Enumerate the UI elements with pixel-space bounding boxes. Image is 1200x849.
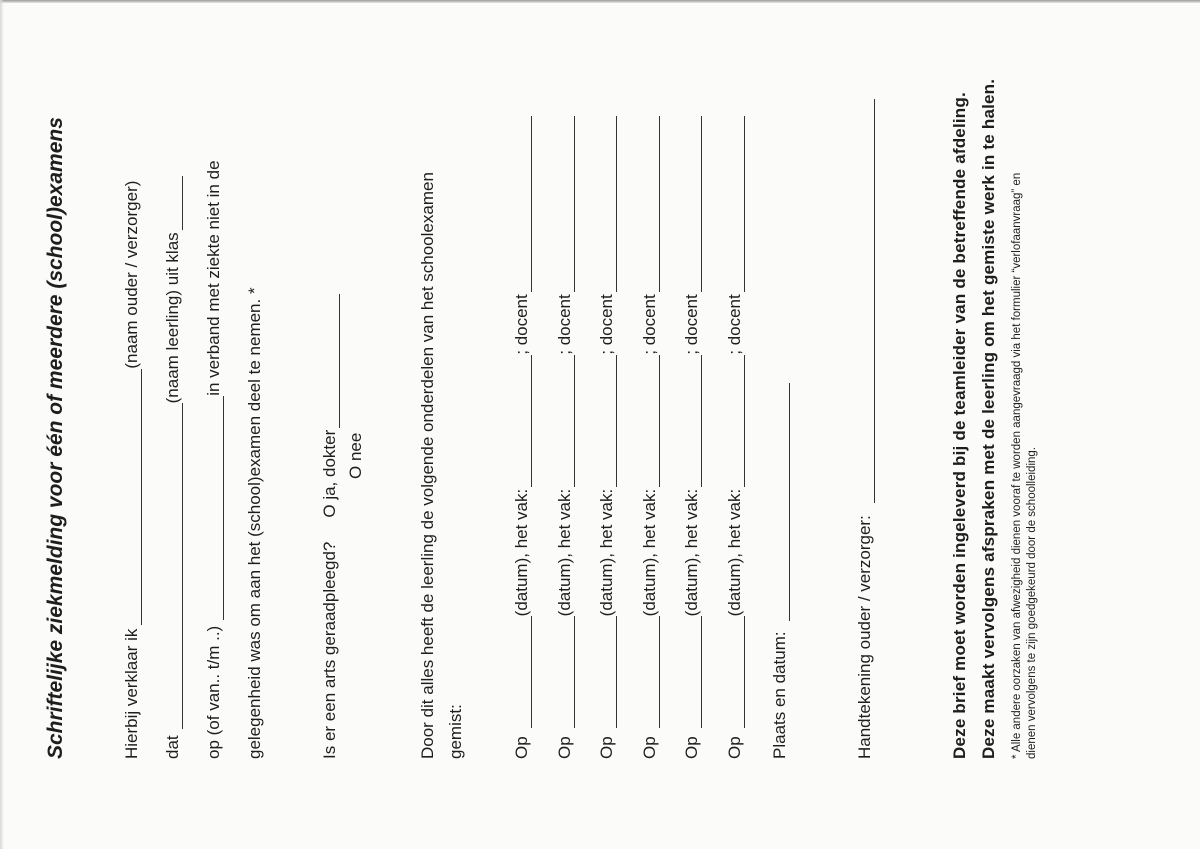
date-subject-label: (datum), het vak: bbox=[725, 488, 744, 617]
teacher-field[interactable] bbox=[513, 116, 532, 292]
subject-field[interactable] bbox=[641, 355, 660, 487]
footnote-line2: dienen vervolgens te zijn goedgekeurd door de schoolleiding. bbox=[1026, 447, 1038, 759]
exam-date-field[interactable] bbox=[641, 616, 660, 728]
missed-exam-row bbox=[597, 116, 617, 759]
teacher-field[interactable] bbox=[641, 116, 660, 292]
absence-dates-field[interactable] bbox=[205, 396, 224, 620]
that-label: dat bbox=[163, 735, 182, 759]
missed-exam-row bbox=[640, 116, 660, 759]
doctor-question-row bbox=[320, 294, 340, 759]
exam-date-field[interactable] bbox=[683, 616, 702, 728]
student-name-hint: (naam leerling) uit klas bbox=[163, 232, 182, 404]
parent-name-hint: (naam ouder / verzorger) bbox=[122, 180, 141, 369]
doctor-question: Is er een arts geraadpleegd? bbox=[320, 541, 339, 759]
op-label: Op bbox=[682, 736, 702, 759]
missed-intro-line1: Door dit alles heeft de leerling de volgende onderdelen van het schoolexamen bbox=[418, 172, 437, 759]
declaration-row-dates bbox=[204, 160, 224, 759]
date-subject-label: (datum), het vak: bbox=[554, 488, 574, 617]
teacher-label: ; docent bbox=[725, 294, 744, 355]
subject-field[interactable] bbox=[598, 355, 617, 487]
unable-text: gelegenheid was om aan het (school)examen deel te nemen. * bbox=[245, 287, 264, 759]
date-subject-label: (datum), het vak: bbox=[682, 488, 702, 617]
signature-label: Handtekening ouder / verzorger: bbox=[855, 515, 874, 759]
place-date-row bbox=[770, 383, 790, 759]
teacher-label: ; docent bbox=[512, 294, 531, 355]
missed-exam-row bbox=[682, 116, 702, 759]
signature-row bbox=[855, 99, 875, 759]
subject-field[interactable] bbox=[556, 355, 575, 487]
teacher-label: ; docent bbox=[682, 294, 702, 355]
subject-field[interactable] bbox=[513, 355, 532, 487]
exam-date-field[interactable] bbox=[726, 616, 745, 728]
parent-name-field[interactable] bbox=[123, 369, 142, 625]
doctor-no-row bbox=[346, 433, 366, 479]
form-title: Schriftelijke ziekmelding voor één of meerdere (school)examens bbox=[44, 117, 67, 759]
op-label: Op bbox=[639, 736, 659, 759]
op-label: Op bbox=[554, 736, 574, 759]
doctor-yes-option[interactable]: O ja, dokter bbox=[320, 429, 339, 518]
teacher-field[interactable] bbox=[556, 116, 575, 292]
doctor-name-field[interactable] bbox=[321, 294, 340, 428]
exam-date-field[interactable] bbox=[598, 616, 617, 728]
exam-date-field[interactable] bbox=[513, 616, 532, 728]
teacher-field[interactable] bbox=[598, 116, 617, 292]
subject-field[interactable] bbox=[726, 355, 745, 487]
teacher-label: ; docent bbox=[597, 294, 617, 355]
teacher-label: ; docent bbox=[639, 294, 659, 355]
missed-intro-line2: gemist: bbox=[446, 704, 465, 759]
op-label: Op bbox=[597, 736, 617, 759]
subject-field[interactable] bbox=[683, 355, 702, 487]
op-label: Op bbox=[512, 736, 531, 759]
date-subject-label: (datum), het vak: bbox=[512, 488, 531, 617]
teacher-field[interactable] bbox=[683, 116, 702, 292]
declaration-row-parent bbox=[122, 181, 142, 759]
declaration-row-student bbox=[163, 176, 183, 759]
signature-field[interactable] bbox=[856, 99, 875, 503]
student-name-field[interactable] bbox=[164, 403, 183, 729]
missed-exam-row bbox=[512, 116, 532, 759]
declaration-row-unable bbox=[245, 287, 265, 759]
hereby-label: Hierbij verklaar ik bbox=[122, 628, 141, 759]
date-subject-label: (datum), het vak: bbox=[639, 488, 659, 617]
instruction-line1: Deze brief moet worden ingeleverd bij de teamleider van de betreffende afdeling. bbox=[950, 92, 969, 759]
instruction-line2: Deze maakt vervolgens afspraken met de leerling om het gemiste werk in te halen. bbox=[979, 78, 998, 759]
place-date-field[interactable] bbox=[771, 383, 790, 621]
dates-label: op (of van.. t/m ..) bbox=[204, 625, 223, 759]
op-label: Op bbox=[725, 736, 744, 759]
footnote-line1: * Alle andere oorzaken van afwezigheid dienen vooraf te worden aangevraagd via het formulier “verlofaanvraag” en bbox=[1011, 172, 1023, 759]
teacher-field[interactable] bbox=[726, 116, 745, 292]
place-date-label: Plaats en datum: bbox=[770, 631, 789, 759]
doctor-no-option[interactable]: O nee bbox=[346, 432, 365, 479]
missed-exam-row bbox=[725, 116, 745, 759]
class-field[interactable] bbox=[164, 176, 183, 230]
teacher-label: ; docent bbox=[554, 294, 574, 355]
exam-date-field[interactable] bbox=[556, 616, 575, 728]
missed-exam-row bbox=[555, 116, 575, 759]
illness-text: in verband met ziekte niet in de bbox=[204, 160, 223, 396]
date-subject-label: (datum), het vak: bbox=[597, 488, 617, 617]
